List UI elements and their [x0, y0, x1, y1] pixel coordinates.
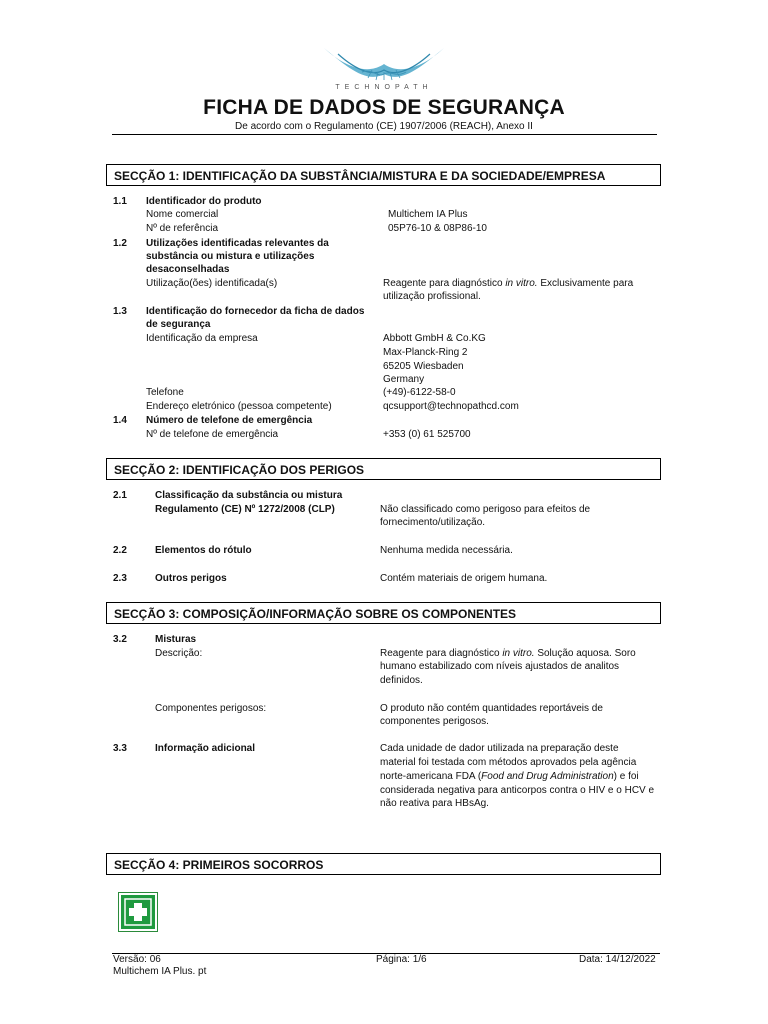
subsection-heading: Identificação do fornecedor da ficha de dados: [146, 306, 365, 317]
brand-name: TECHNOPATH: [335, 84, 433, 91]
field-value: material foi testada com métodos aprovados pela agência: [380, 757, 637, 768]
section-number: 1.1: [113, 196, 127, 207]
subsection-heading: de segurança: [146, 319, 211, 330]
field-label: Componentes perigosos:: [155, 703, 267, 714]
field-value: O produto não contém quantidades reportáveis de: [380, 703, 603, 714]
field-label: Telefone: [146, 387, 184, 398]
section-number: 3.2: [113, 634, 127, 645]
subsection-heading: Elementos do rótulo: [155, 545, 252, 556]
field-value: Nenhuma medida necessária.: [380, 545, 513, 556]
header-rule: [112, 134, 657, 135]
field-value: considerada negativa para anticorpos contra o HIV e o HCV e: [380, 785, 655, 796]
field-value: utilização profissional.: [383, 291, 481, 302]
subsection-heading: Regulamento (CE) Nº 1272/2008 (CLP): [155, 504, 335, 515]
field-value: Contém materiais de origem humana.: [380, 573, 548, 584]
section-4-heading: SECÇÃO 4: PRIMEIROS SOCORROS: [106, 853, 661, 875]
field-value: norte-americana FDA (Food and Drug Administration) e foi: [380, 771, 639, 782]
field-value: Cada unidade de dador utilizada na preparação deste: [380, 743, 619, 754]
section-number: 3.3: [113, 743, 127, 754]
footer-version: Versão: 06: [113, 954, 161, 965]
field-value: qcsupport@technopathcd.com: [383, 401, 519, 412]
field-value: (+49)-6122-58-0: [383, 387, 456, 398]
document-subtitle: De acordo com o Regulamento (CE) 1907/2006 (REACH), Anexo II: [235, 121, 533, 132]
section-3-heading: SECÇÃO 3: COMPOSIÇÃO/INFORMAÇÃO SOBRE OS COMPONENTES: [106, 602, 661, 624]
footer-page-number: Página: 1/6: [376, 954, 427, 965]
field-label: Nome comercial: [146, 209, 219, 220]
footer-filename: Multichem IA Plus. pt: [113, 966, 207, 977]
subsection-heading: Outros perigos: [155, 573, 227, 584]
field-label: Utilização(ões) identificada(s): [146, 278, 278, 289]
section-1-heading: SECÇÃO 1: IDENTIFICAÇÃO DA SUBSTÂNCIA/MISTURA E DA SOCIEDADE/EMPRESA: [106, 164, 661, 186]
subsection-heading: Misturas: [155, 634, 197, 645]
section-number: 1.3: [113, 306, 127, 317]
footer-date: Data: 14/12/2022: [579, 954, 656, 965]
field-value: fornecimento/utilização.: [380, 517, 486, 528]
field-label: Identificação da empresa: [146, 333, 258, 344]
section-2-heading: SECÇÃO 2: IDENTIFICAÇÃO DOS PERIGOS: [106, 458, 661, 480]
field-value: Germany: [383, 374, 425, 385]
section-number: 2.1: [113, 490, 127, 501]
field-value: Reagente para diagnóstico in vitro. Exclusivamente para: [383, 278, 634, 289]
field-value: definidos.: [380, 675, 423, 686]
subsection-heading: Número de telefone de emergência: [146, 415, 313, 426]
section-number: 2.2: [113, 545, 127, 556]
subsection-heading: Informação adicional: [155, 743, 256, 754]
field-label: Descrição:: [155, 648, 203, 659]
field-label: Nº de telefone de emergência: [146, 429, 279, 440]
section-number: 1.4: [113, 415, 127, 426]
first-aid-cross-icon: [118, 892, 158, 932]
field-value: Abbott GmbH & Co.KG: [383, 333, 486, 344]
section-number: 1.2: [113, 238, 127, 249]
field-value: Max-Planck-Ring 2: [383, 347, 468, 358]
field-value: 05P76-10 & 08P86-10: [388, 223, 487, 234]
field-value: Não classificado como perigoso para efeitos de: [380, 504, 591, 515]
document-title: FICHA DE DADOS DE SEGURANÇA: [203, 96, 565, 119]
field-value: componentes perigosos.: [380, 716, 489, 727]
subsection-heading: Utilizações identificadas relevantes da: [146, 238, 329, 249]
field-label: Endereço eletrónico (pessoa competente): [146, 401, 332, 412]
field-value: humano estabilizado com níveis ajustados de analitos: [380, 661, 620, 672]
subsection-heading: Identificador do produto: [146, 196, 262, 207]
section-number: 2.3: [113, 573, 127, 584]
field-value: 65205 Wiesbaden: [383, 361, 464, 372]
subsection-heading: desaconselhadas: [146, 264, 230, 275]
subsection-heading: substância ou mistura e utilizações: [146, 251, 315, 262]
field-value: Multichem IA Plus: [388, 209, 468, 220]
subsection-heading: Classificação da substância ou mistura: [155, 490, 343, 501]
field-value: +353 (0) 61 525700: [383, 429, 471, 440]
technopath-logo: [318, 40, 450, 100]
field-value: Reagente para diagnóstico in vitro. Solução aquosa. Soro: [380, 648, 636, 659]
field-value: não reativa para HBsAg.: [380, 798, 489, 809]
field-label: Nº de referência: [146, 223, 219, 234]
